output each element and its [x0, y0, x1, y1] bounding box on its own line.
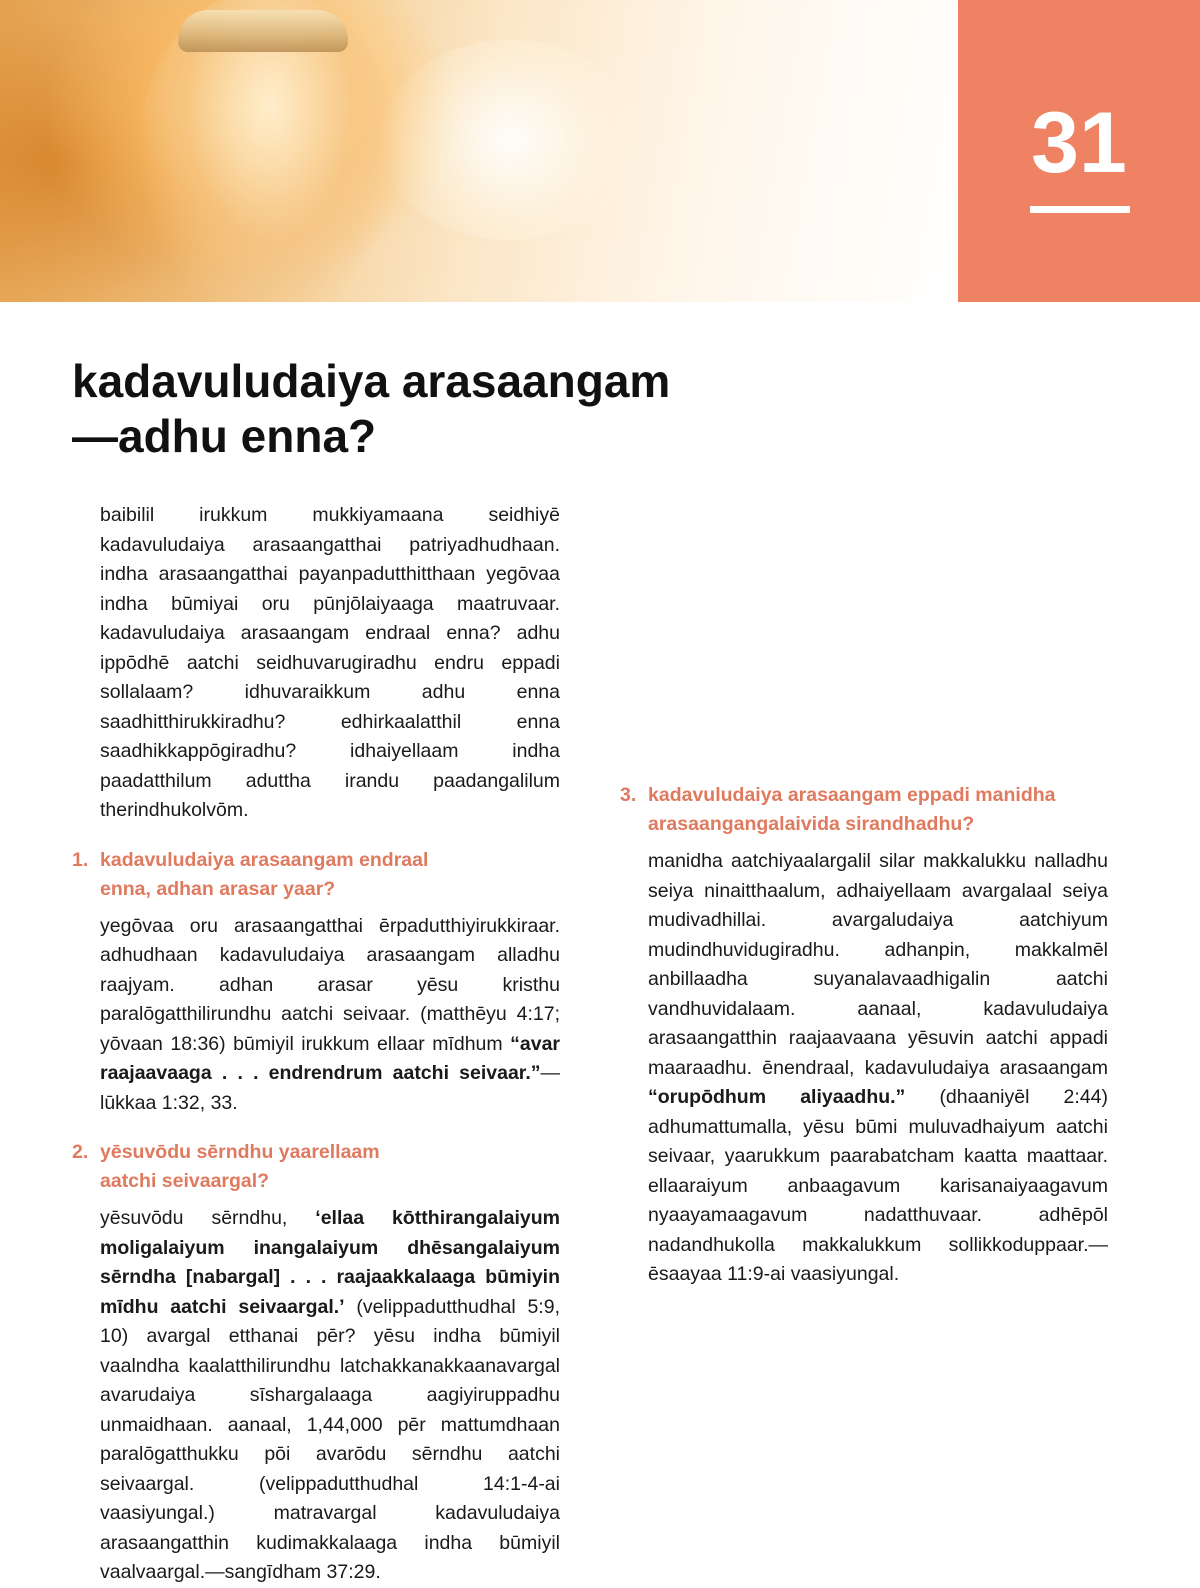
answer-3-text: manidha aatchiyaalargalil silar makkalukku nalladhu seiya ninaitthaalum, adhaiyellaam avargalaal seiya mudivadhillai. avargaludaiya aatchiyum mudindhuvidugiradhu. adhanpin, makkalmēl anbillaadha suyanalavaadhigalin aatchi vandhuvidalaam. aanaal, kadavuludaiya arasaangatthin raajaavaana yēsuvin aatchi appadi maaraadhu. ēnendraal, kadavuludaiya arasaangam [648, 850, 1108, 1079]
answer-3-paragraph [620, 847, 1108, 1290]
right-column [620, 501, 1108, 1290]
question-3-line-2: arasaangangalaivida sirandhadhu? [648, 813, 975, 835]
question-1-number: 1. [72, 848, 89, 871]
answer-3-continuation: (dhaaniyēl 2:44) adhumattumalla, yēsu būmi muluvadhaiyum aatchi seivaar, yaarukkum paarabatcham kaatta maattaar. ellaaraiyum anbaagavum karisanaiyaagavum nyaayamaagavum nadatthuvaar. adhēpōl nadandhukolla makkalukkum sollikkoduppaar.—ēsaayaa 11:9-ai vaasiyungal. [648, 1086, 1108, 1285]
chapter-badge [958, 0, 1200, 302]
question-3-number: 3. [620, 784, 637, 806]
question-3-line-1: kadavuludaiya arasaangam eppadi manidha [648, 784, 1056, 806]
light-glow [380, 40, 640, 240]
answer-1-quote: “avar raajaavaaga . . . endrendrum aatchi seivaar.” [100, 1032, 560, 1084]
answer-2-quote: ‘ellaa kōtthirangalaiyum moligalaiyum inangalaiyum dhēsangalaiyum sērndha [nabargal] . . . raajaakkalaaga būmiyin mīdhu aatchi seivaargal.’ [100, 1207, 560, 1318]
title-line-1: kadavuludaiya arasaangam [72, 355, 671, 407]
question-2-number: 2. [72, 1141, 89, 1163]
answer-2-paragraph [72, 1204, 560, 1588]
chapter-number: 31 [1031, 95, 1127, 191]
question-1-line-1: kadavuludaiya arasaangam endraal [100, 848, 429, 871]
answer-1-text: yegōvaa oru arasaangatthai ērpadutthiyirukkiraar. adhudhaan kadavuludaiya arasaangam alladhu raajyam. adhan arasar yēsu kristhu paralōgatthilirundhu aatchi seivaar. (matthēyu 4:17; yōvaan 18:36) būmiyil irukkum ellaar mīdhum [100, 914, 560, 1055]
question-2-line-2: aatchi seivaargal? [100, 1170, 270, 1192]
left-column [72, 501, 560, 1588]
chapter-underline [1030, 206, 1130, 213]
title-line-2: —adhu enna? [72, 410, 377, 462]
question-1-line-2: enna, adhan arasar yaar? [100, 877, 336, 900]
crown-illustration [178, 10, 348, 52]
answer-1-citation: —lūkkaa 1:32, 33. [100, 1062, 560, 1114]
question-3-heading [620, 781, 1108, 839]
answer-1-paragraph [72, 912, 560, 1119]
intro-paragraph: baibilil irukkum mukkiyamaana seidhiyē kadavuludaiya arasaangatthai patriyadhudhaan. indha arasaangatthai payanpadutthitthaan yegōvaa indha būmiyai oru pūnjōlaiyaaga maatruvaar. kadavuludaiya arasaangam endraal enna? adhu ippōdhē aatchi seidhuvarugiradhu endru eppadi sollalaam? idhuvaraikkum adhu enna saadhitthirukkiradhu? edhirkaalatthil enna saadhikkappōgiradhu? idhaiyellaam indha paadatthilum aduttha irandu paadangalilum therindhukolvōm. [100, 504, 560, 821]
page-title [72, 354, 892, 464]
question-2-line-1: yēsuvōdu sērndhu yaarellaam [100, 1141, 380, 1163]
question-2-heading [72, 1138, 560, 1196]
question-1-heading [72, 846, 560, 904]
answer-3-quote: “orupōdhum aliyaadhu.” [648, 1086, 906, 1108]
answer-2-text: yēsuvōdu sērndhu, [100, 1207, 316, 1229]
answer-2-continuation: (velippadutthudhal 5:9, 10) avargal etthanai pēr? yēsu indha būmiyil vaalndha kaalatthilirundhu latchakkanakkaanavargal avarudaiya sīshargalaaga aagiyiruppadhu unmaidhaan. aanaal, 1,44,000 pēr mattumdhaan paralōgatthukku pōi avarōdu sērndhu aatchi seivaargal. (velippadutthudhal 14:1-4-ai vaasiyungal.) matravargal kadavuludaiya arasaangatthin kudimakkalaaga indha būmiyil vaalvaargal.—sangīdham 37:29. [100, 1295, 560, 1583]
hero-image [0, 0, 958, 302]
